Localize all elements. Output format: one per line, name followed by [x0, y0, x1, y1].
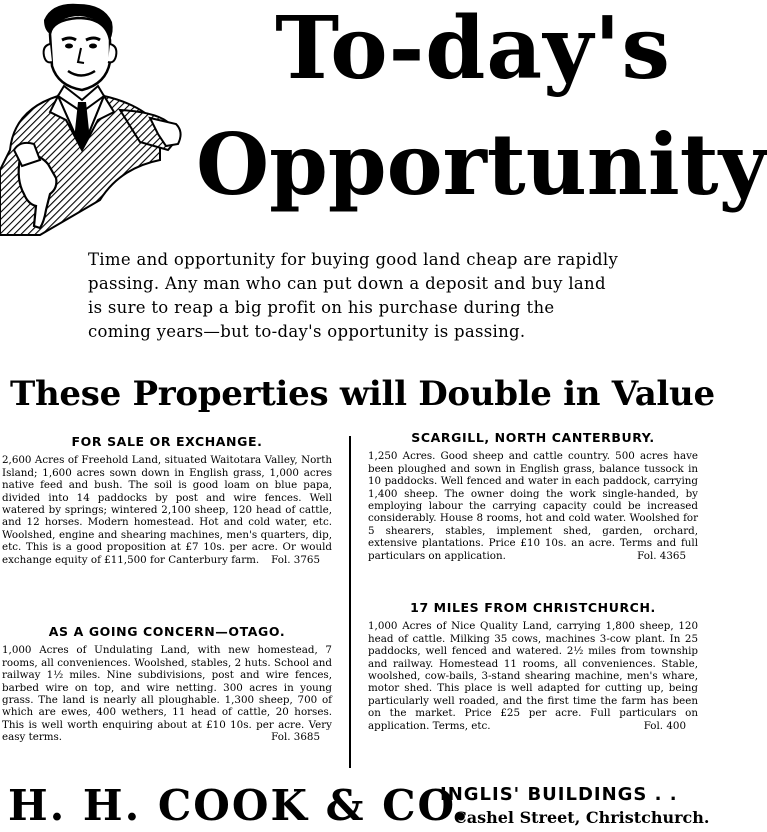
company-name: H. H. COOK & CO.: [8, 781, 471, 830]
listing-for-sale-or-exchange: [2, 436, 332, 566]
address-line-2: Cashel Street, Christchurch.: [454, 808, 710, 827]
pointing-man-illustration: [0, 0, 200, 235]
intro-paragraph: Time and opportunity for buying good land cheap are rapidly passing. Any man who can put down a deposit and buy land is sure to reap a big profit on his purchase during the coming years—but to-day's opportunity is passing.: [88, 250, 619, 341]
listing-heading: AS A GOING CONCERN—OTAGO.: [48, 624, 286, 639]
listing-heading: SCARGILL, NORTH CANTERBURY.: [411, 430, 655, 445]
headline-line-2: Opportunity: [196, 115, 767, 214]
folio-number: Fol. 3685: [271, 731, 320, 744]
listing-body: 2,600 Acres of Freehold Land, situated Waitotara Valley, North Island; 1,600 acres sown down in English grass, 1,000 acres native feed and bush. The soil is good loam on blue papa, divided into 14 paddocks by post and wire fences. Well watered by springs; wintered 2,100 sheep, 120 head of cattle, and 12 horses. Modern homestead. Hot and cold water, etc. Woolshed, engine and shearing machines, men's quarters, dip, etc. This is a good proposition at £7 10s. per acre. Or would exchange equity of £11,500 for Canterbury farm.: [2, 454, 332, 566]
folio-number: Fol. 4365: [637, 549, 686, 562]
address-line-1: INGLIS' BUILDINGS . .: [440, 784, 678, 805]
folio-number: Fol. 400: [643, 719, 686, 732]
listing-heading: FOR SALE OR EXCHANGE.: [71, 434, 263, 449]
listing-body: 1,250 Acres. Good sheep and cattle country. 500 acres have been ploughed and sown in English grass, balance tussock in 10 paddocks. Well fenced and water in each paddock, carrying 1,400 sheep. The owner doing the work single-handed, by employing labour the carrying capacity could be increased considerably. House 8 rooms, hot and cold water. Woolshed for 5 shearers, stables, implement shed, garden, orchard, extensive plantations. Price £10 10s. an acre. Terms and full particulars on application.: [368, 450, 698, 562]
banner-heading: These Properties will Double in Value: [10, 374, 715, 414]
listing-heading: 17 MILES FROM CHRISTCHURCH.: [410, 600, 656, 615]
column-divider: [349, 436, 351, 768]
listing-scargill: [368, 432, 698, 562]
listing-body: 1,000 Acres of Nice Quality Land, carrying 1,800 sheep, 120 head of cattle. Milking 35 cows, machines 3-cow plant. In 25 paddocks, well fenced and watered. 2½ miles from township and railway. Homestead 11 rooms, all conveniences. Stable, woolshed, cow-bails, 3-stand shearing machine, men's whare, motor shed. This place is well adapted for cutting up, being particularly well roaded, and the first time the farm has been on the market. Price £25 per acre. Full particulars on application. Terms, etc.: [368, 620, 698, 732]
listing-body: 1,000 Acres of Undulating Land, with new homestead, 7 rooms, all conveniences. Woolshed, stables, 2 huts. School and railway 1½ miles. Nine subdivisions, post and wire fences, barbed wire on top, and wire netting. 300 acres in young grass. The land is nearly all ploughable. 1,300 sheep, 700 of which are ewes, 400 wethers, 11 head of cattle, 20 horses. This is well worth enquiring about at £10 10s. per acre. Very easy terms.: [2, 644, 332, 744]
listing-17-miles-christchurch: [368, 602, 698, 732]
folio-number: Fol. 3765: [271, 553, 320, 566]
listing-going-concern-otago: [2, 626, 332, 744]
headline-line-1: To-day's: [275, 0, 671, 99]
